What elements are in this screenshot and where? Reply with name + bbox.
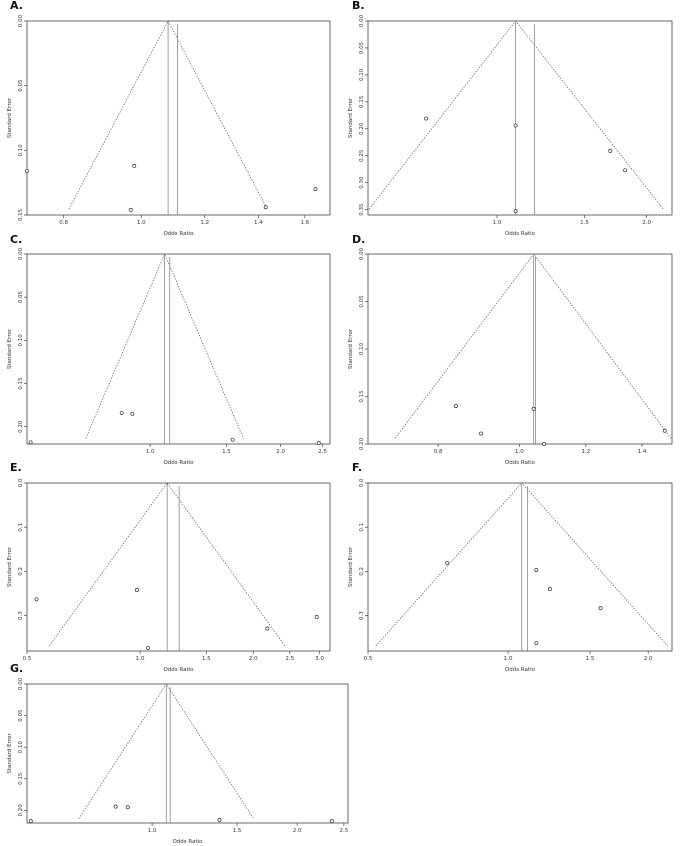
- x-axis-label: Odds Ratio: [163, 231, 194, 237]
- study-point: [25, 169, 28, 172]
- panel-label: B.: [352, 0, 365, 12]
- study-point: [264, 206, 267, 209]
- x-tick-label: 0.8: [433, 449, 443, 455]
- x-tick-label: 1.0: [492, 220, 502, 226]
- plot-frame: [27, 684, 348, 823]
- study-point: [266, 627, 269, 630]
- panel-4: [348, 233, 672, 466]
- x-tick-label: 2.0: [643, 656, 653, 662]
- panel-6: [348, 461, 672, 673]
- x-axis-label: Odds Ratio: [504, 231, 536, 237]
- study-point: [330, 820, 333, 823]
- x-axis-label: Odds Ratio: [504, 667, 536, 673]
- plot-frame: [368, 483, 672, 651]
- panel-1: [7, 0, 330, 237]
- study-point: [315, 615, 318, 618]
- y-tick-label: 0.25: [359, 149, 365, 162]
- x-tick-label: 1.5: [201, 656, 211, 662]
- study-point: [114, 805, 117, 808]
- y-axis-label: Standard Error: [348, 328, 354, 370]
- y-axis-label: Standard Error: [7, 546, 13, 588]
- y-axis-label: Standard Error: [7, 97, 13, 139]
- funnel-boundary: [369, 21, 663, 209]
- study-point: [535, 641, 538, 644]
- y-tick-label: 0.10: [359, 342, 365, 356]
- y-tick-label: 0.1: [359, 522, 365, 532]
- study-point: [514, 210, 517, 213]
- y-tick-label: 0.1: [18, 522, 24, 532]
- x-tick-label: 2.0: [248, 656, 258, 662]
- y-tick-label: 0.15: [18, 377, 24, 390]
- x-axis-label: Odds Ratio: [172, 839, 203, 845]
- y-tick-label: 0.20: [18, 804, 24, 817]
- study-point: [29, 441, 32, 444]
- y-tick-label: 0.05: [18, 291, 24, 304]
- y-tick-label: 0.20: [359, 122, 365, 135]
- x-tick-label: 0.5: [363, 656, 373, 662]
- study-point: [514, 124, 517, 127]
- study-point: [535, 568, 538, 571]
- plot-frame: [27, 483, 330, 651]
- study-point: [231, 438, 234, 441]
- study-point: [218, 818, 221, 821]
- y-tick-label: 0.00: [18, 14, 24, 28]
- x-tick-label: 1.0: [135, 656, 145, 662]
- panel-7: [7, 662, 349, 845]
- x-tick-label: 1.0: [147, 828, 157, 834]
- panel-label: A.: [10, 0, 23, 12]
- x-tick-label: 1.5: [585, 656, 595, 662]
- x-tick-label: 2.0: [276, 449, 285, 455]
- plot-frame: [27, 21, 330, 215]
- y-tick-label: 0.20: [18, 420, 24, 433]
- x-tick-label: 1.5: [222, 449, 231, 455]
- x-tick-label: 1.4: [637, 449, 647, 455]
- plot-frame: [368, 21, 672, 215]
- study-point: [35, 598, 38, 601]
- x-tick-label: 1.0: [503, 656, 513, 662]
- y-tick-label: 0.05: [18, 709, 24, 722]
- y-tick-label: 0.05: [359, 41, 365, 55]
- y-tick-label: 0.00: [18, 677, 24, 691]
- x-tick-label: 1.6: [300, 220, 310, 226]
- panel-label: D.: [352, 233, 366, 246]
- panel-3: [7, 233, 330, 466]
- y-tick-label: 0.2: [359, 567, 365, 576]
- y-tick-label: 0.15: [18, 772, 24, 785]
- y-tick-label: 0.00: [359, 247, 365, 261]
- x-tick-label: 0.8: [59, 220, 69, 226]
- x-tick-label: 0.5: [22, 656, 32, 662]
- study-point: [135, 588, 138, 591]
- x-tick-label: 2.5: [318, 449, 327, 455]
- study-point: [479, 432, 482, 435]
- x-tick-label: 1.0: [515, 449, 524, 455]
- x-axis-label: Odds Ratio: [504, 460, 536, 466]
- y-tick-label: 0.20: [359, 437, 365, 451]
- y-tick-label: 0.15: [359, 390, 365, 403]
- x-tick-label: 1.2: [200, 220, 210, 226]
- plot-frame: [27, 254, 330, 444]
- panel-label: F.: [352, 461, 363, 474]
- y-tick-label: 0.35: [359, 203, 365, 216]
- study-point: [425, 117, 428, 120]
- y-tick-label: 0.15: [18, 208, 24, 222]
- y-tick-label: 0.10: [18, 741, 24, 754]
- y-axis-label: Standard Error: [348, 97, 354, 139]
- x-tick-label: 1.4: [253, 220, 263, 226]
- study-point: [532, 407, 535, 410]
- x-tick-label: 2.0: [292, 828, 302, 834]
- panel-label: E.: [10, 461, 22, 474]
- study-point: [609, 149, 612, 152]
- study-point: [446, 561, 449, 564]
- x-tick-label: 2.0: [642, 220, 651, 226]
- y-tick-label: 0.05: [359, 295, 365, 308]
- y-axis-label: Standard Error: [7, 733, 13, 774]
- x-tick-label: 2.5: [339, 828, 349, 834]
- y-tick-label: 0.0: [18, 478, 24, 488]
- x-tick-label: 1.5: [580, 220, 589, 226]
- plot-frame: [368, 254, 672, 444]
- y-axis-label: Standard Error: [7, 328, 13, 370]
- panel-5: [7, 461, 330, 673]
- study-point: [129, 208, 132, 211]
- y-tick-label: 0.3: [18, 611, 24, 621]
- x-tick-label: 1.5: [232, 828, 242, 834]
- study-point: [133, 164, 136, 167]
- study-point: [454, 404, 457, 407]
- study-point: [317, 442, 320, 445]
- study-point: [599, 607, 602, 610]
- y-tick-label: 0.3: [359, 611, 365, 621]
- study-point: [120, 411, 123, 414]
- y-tick-label: 0.00: [359, 14, 365, 28]
- panel-label: G.: [10, 662, 24, 675]
- y-tick-label: 0.10: [18, 144, 24, 157]
- study-point: [623, 169, 626, 172]
- study-point: [314, 188, 317, 191]
- x-tick-label: 3.0: [315, 656, 324, 662]
- y-tick-label: 0.05: [18, 79, 24, 92]
- y-tick-label: 0.10: [18, 334, 24, 347]
- y-tick-label: 0.2: [18, 567, 24, 576]
- study-point: [131, 412, 134, 415]
- x-tick-label: 1.0: [136, 220, 146, 226]
- y-tick-label: 0.30: [359, 176, 365, 189]
- y-tick-label: 0.10: [359, 68, 365, 82]
- x-tick-label: 1.0: [145, 449, 155, 455]
- y-tick-label: 0.00: [18, 247, 24, 261]
- study-point: [542, 442, 545, 445]
- study-point: [29, 820, 32, 823]
- panel-label: C.: [10, 233, 23, 246]
- x-axis-label: Odds Ratio: [163, 667, 194, 673]
- y-axis-label: Standard Error: [348, 546, 354, 588]
- study-point: [663, 429, 666, 432]
- x-tick-label: 2.5: [285, 656, 295, 662]
- study-point: [548, 588, 551, 591]
- study-point: [126, 806, 129, 809]
- panel-2: [348, 0, 672, 237]
- x-axis-label: Odds Ratio: [163, 460, 194, 466]
- x-tick-label: 1.2: [581, 449, 591, 455]
- y-tick-label: 0.15: [359, 95, 365, 108]
- y-tick-label: 0.0: [359, 478, 365, 488]
- study-point: [147, 646, 150, 649]
